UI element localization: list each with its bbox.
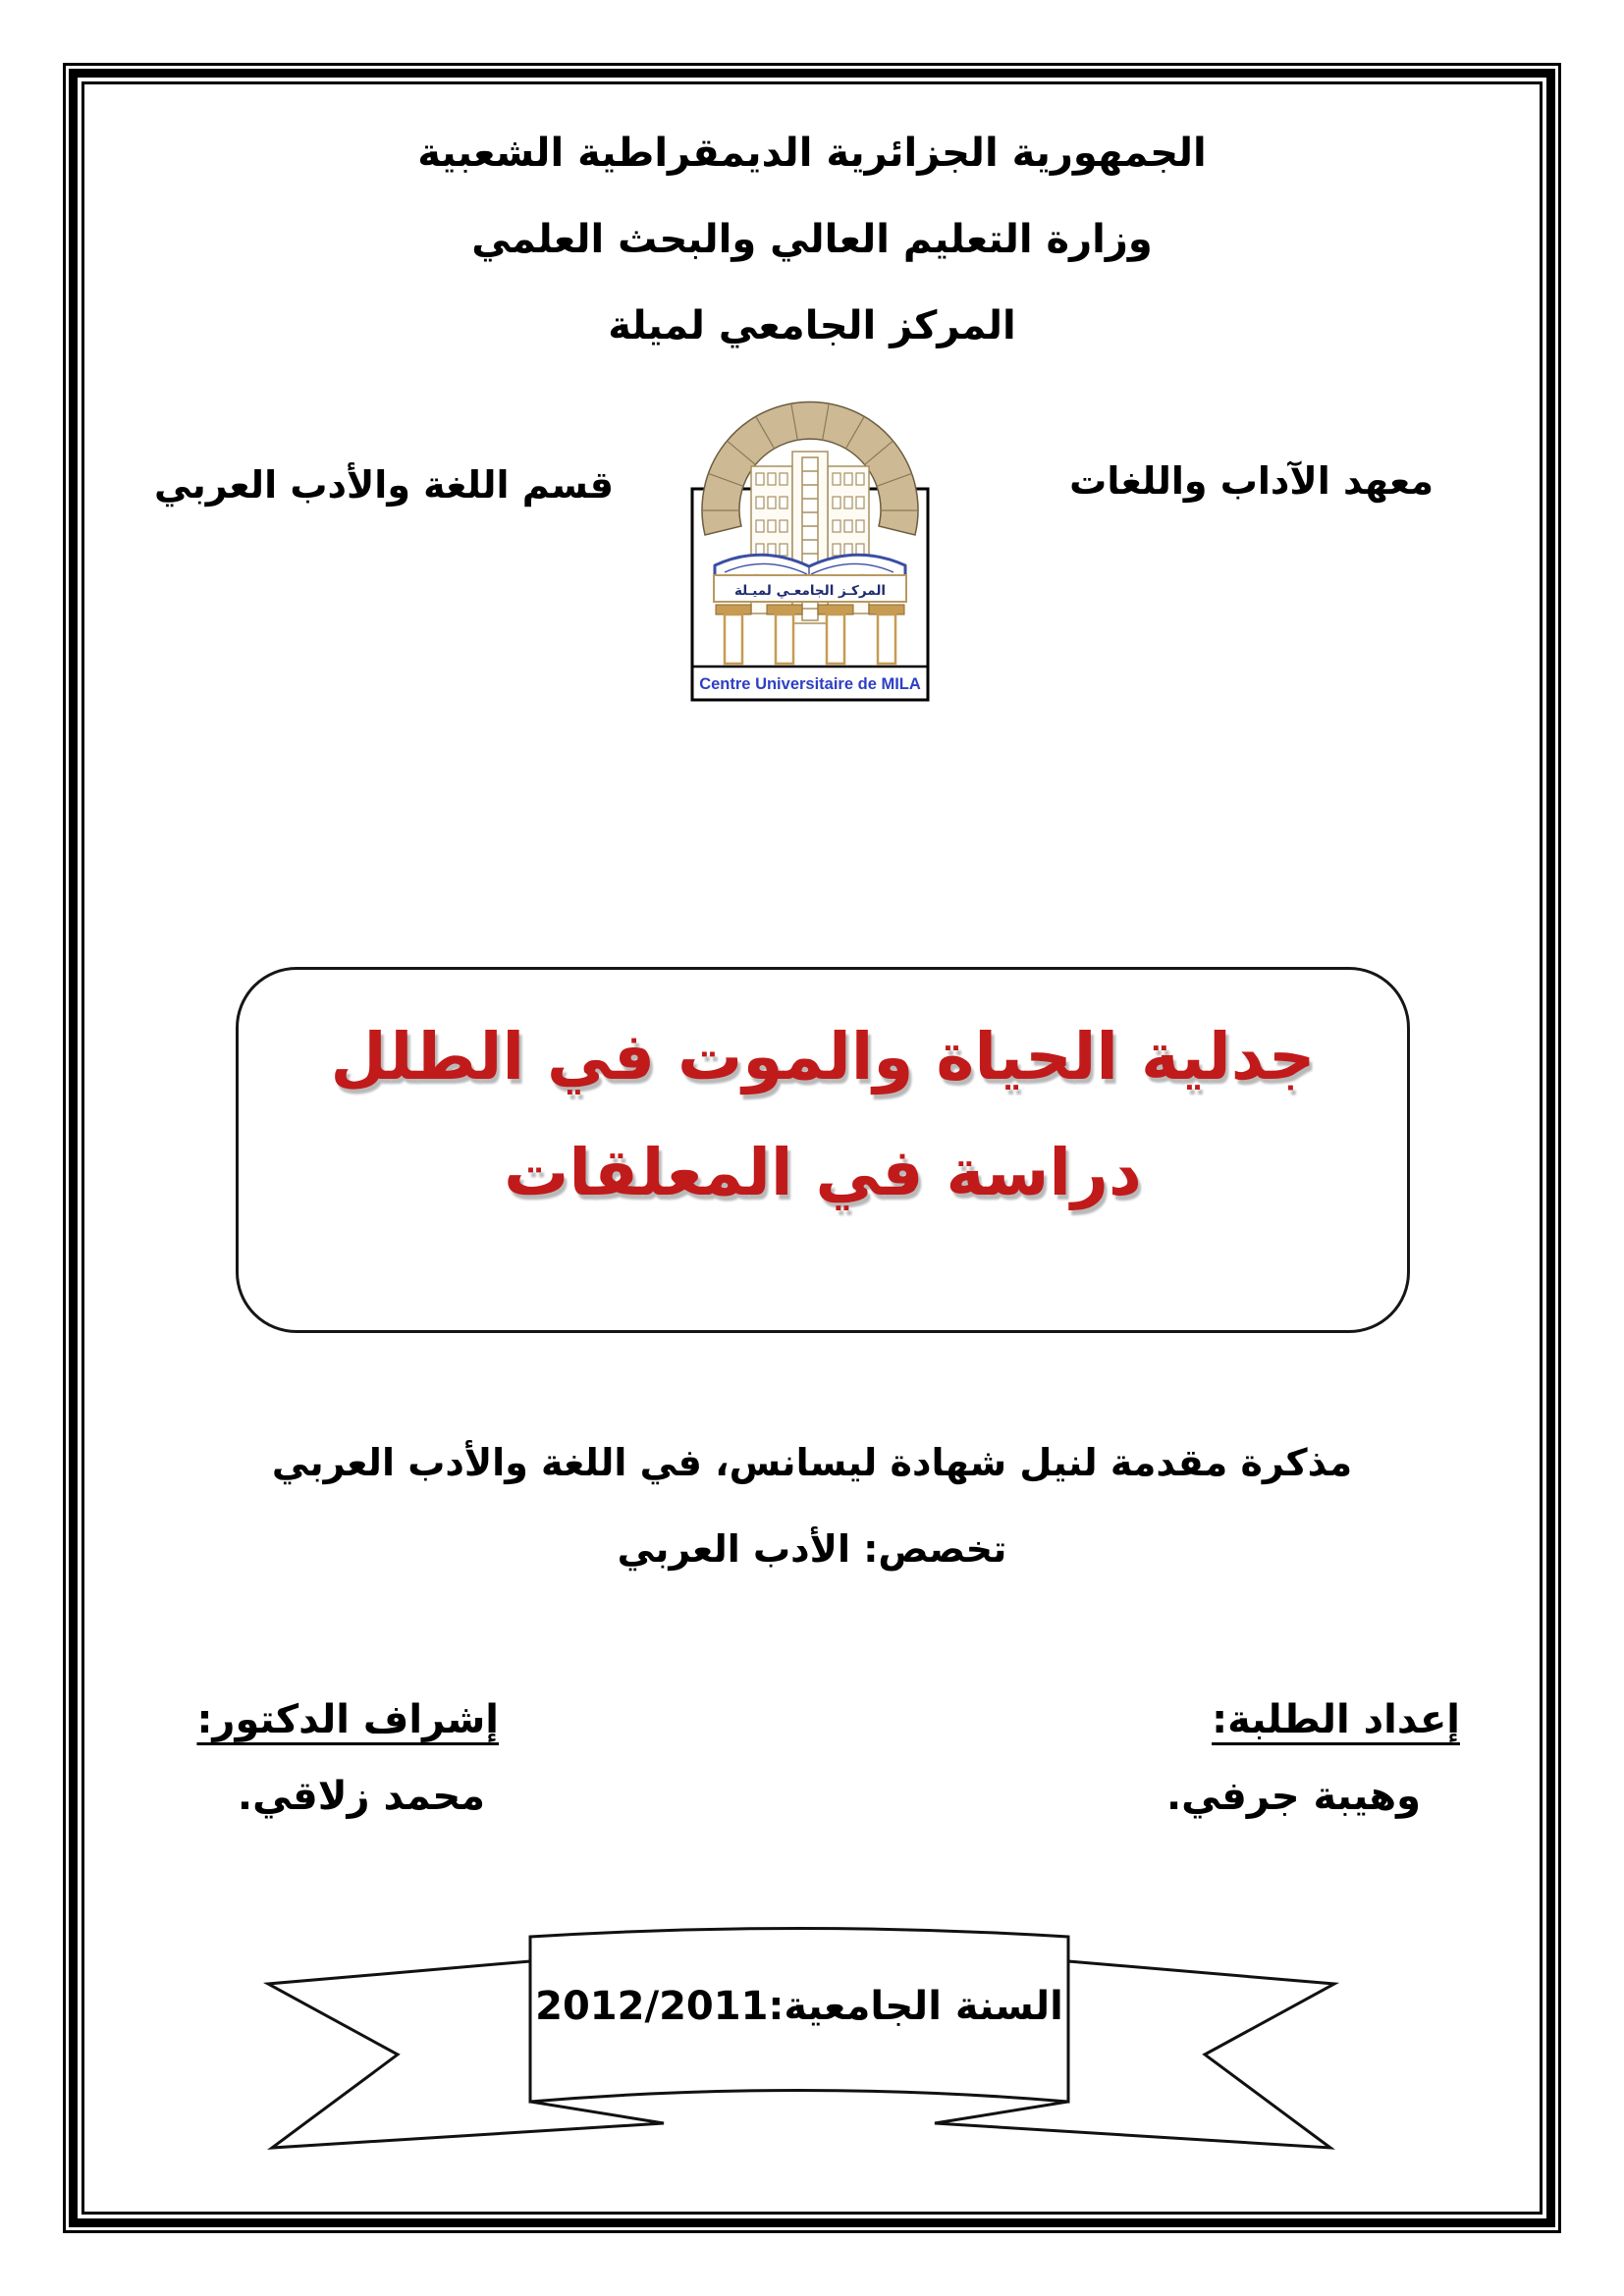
thesis-title-line1: جدلية الحياة والموت في الطلل	[330, 1019, 1316, 1095]
logo-arabic-name: المركـز الجامعـي لميـلة	[733, 583, 887, 599]
students-block	[1166, 1694, 1460, 1822]
academic-year-text: السنة الجامعية:2012/2011	[535, 1984, 1063, 2029]
students-heading: إعداد الطلبة:	[1212, 1697, 1460, 1742]
title-box	[236, 967, 1410, 1333]
department-name: قسم اللغة والأدب العربي	[154, 463, 615, 507]
header-block	[0, 110, 1624, 369]
logo-caption: Centre Universitaire de MILA	[699, 675, 921, 693]
student-name: وهيبة جرفي.	[1165, 1774, 1421, 1819]
header-center-line: المركز الجامعي لميلة	[608, 303, 1016, 348]
supervisor-name: محمد زلاقي.	[237, 1774, 485, 1819]
header-ministry-line: وزارة التعليم العالي والبحث العلمي	[471, 217, 1153, 262]
thesis-title-line2: دراسة في المعلقات	[504, 1135, 1142, 1210]
header-republic-line: الجمهورية الجزائرية الديمقراطية الشعبية	[417, 131, 1207, 176]
supervisor-heading: إشراف الدكتور:	[196, 1697, 499, 1742]
institute-name: معهد الآداب واللغات	[1069, 459, 1434, 503]
university-logo	[682, 373, 938, 707]
memo-specialty-line: تخصص: الأدب العربي	[617, 1527, 1007, 1571]
memo-purpose-line: مذكرة مقدمة لنيل شهادة ليسانس، في اللغة والأدب العربي	[271, 1441, 1353, 1484]
supervisor-block	[196, 1694, 499, 1822]
